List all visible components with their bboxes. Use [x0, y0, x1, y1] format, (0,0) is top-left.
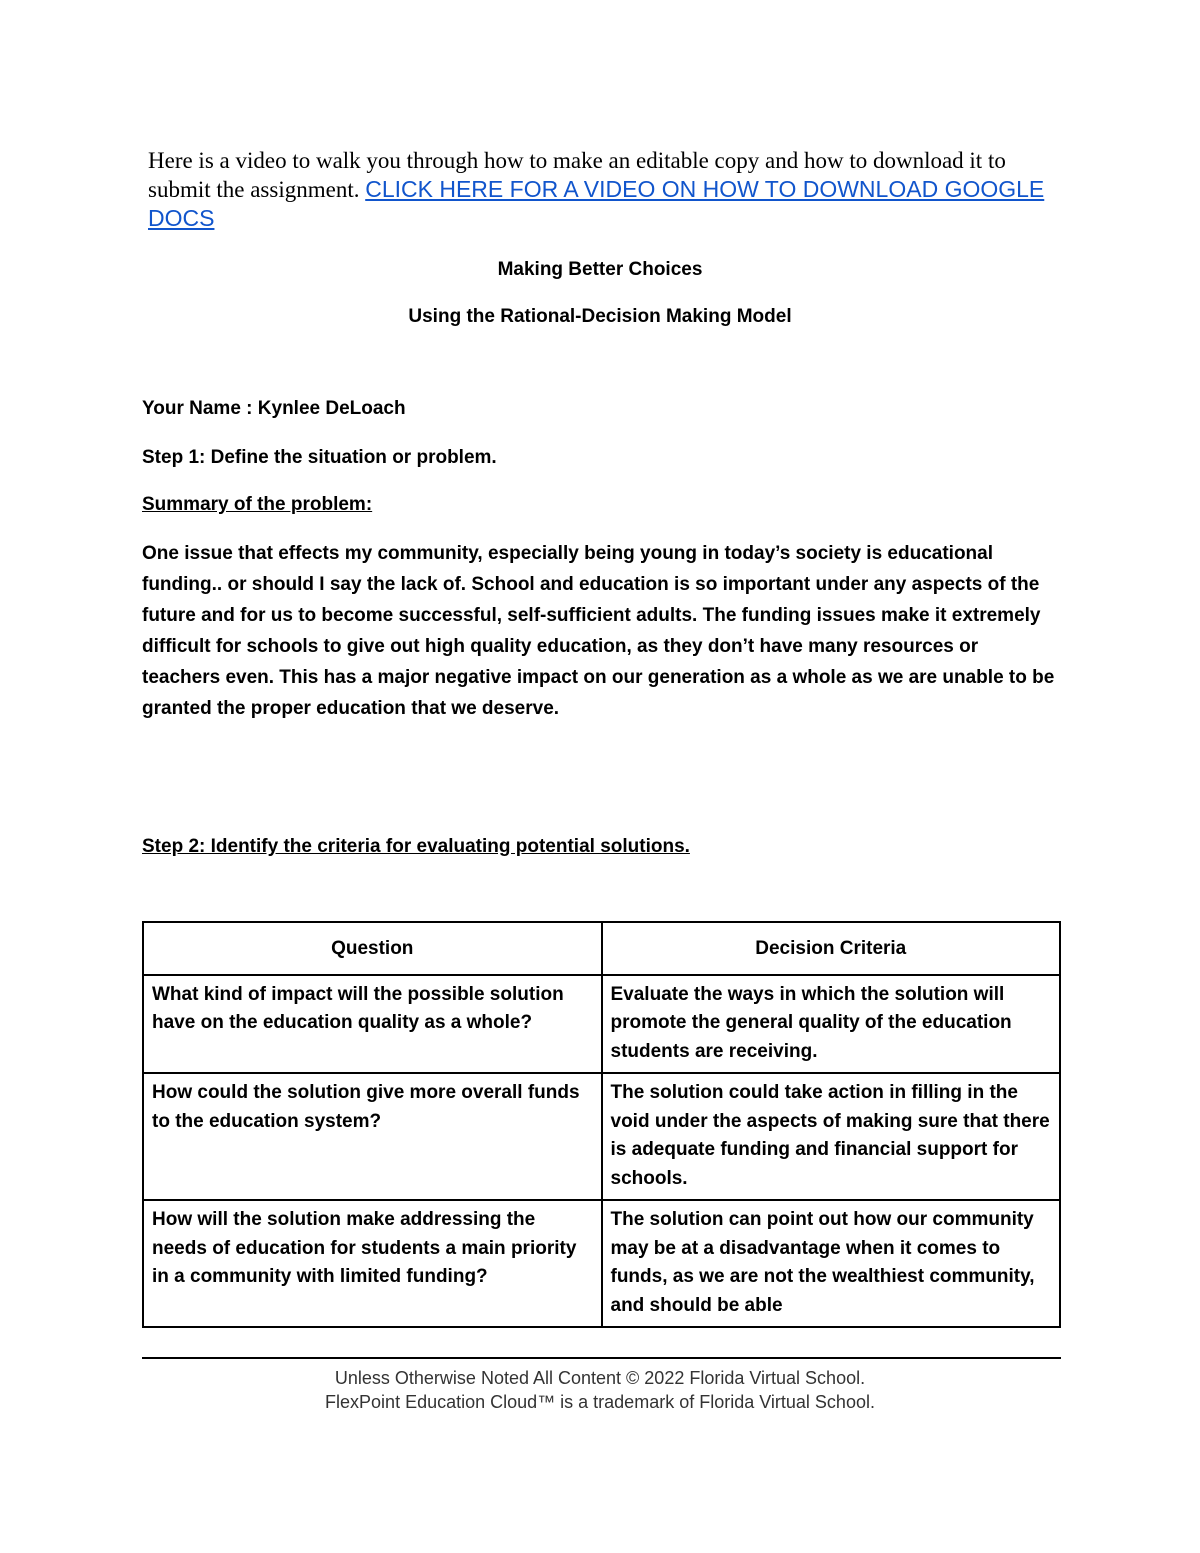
page-break-divider — [142, 1357, 1061, 1359]
table-row — [143, 975, 1060, 1074]
step1-heading: Step 1: Define the situation or problem. — [142, 447, 497, 468]
question-cell: What kind of impact will the possible solution have on the education quality as a whole? — [143, 975, 602, 1074]
trademark-line: FlexPoint Education Cloud™ is a trademark of Florida Virtual School. — [325, 1392, 875, 1412]
criteria-table — [142, 921, 1061, 1328]
criteria-cell: Evaluate the ways in which the solution will promote the general quality of the education students are receiving. — [602, 975, 1061, 1074]
copyright-line: Unless Otherwise Noted All Content © 2022 Florida Virtual School. — [334, 1368, 866, 1388]
question-cell: How will the solution make addressing the needs of education for students a main priority in a community with limited funding? — [143, 1200, 602, 1327]
video-link[interactable]: CLICK HERE FOR A VIDEO ON HOW TO DOWNLOAD GOOGLE DOCS — [148, 176, 1045, 231]
criteria-table-container — [140, 921, 1065, 1359]
criteria-cell: The solution could take action in filling in the void under the aspects of making sure that there is adequate funding and financial support for schools. — [602, 1073, 1061, 1200]
criteria-cell: The solution can point out how our community may be at a disadvantage when it comes to funds, as we are not the wealthiest community, and should be able — [602, 1200, 1061, 1327]
question-cell: How could the solution give more overall funds to the education system? — [143, 1073, 602, 1200]
header-question: Question — [143, 922, 602, 975]
table-row — [143, 1073, 1060, 1200]
header-decision-criteria: Decision Criteria — [602, 922, 1061, 975]
summary-heading: Summary of the problem: — [142, 494, 373, 515]
document-title: Making Better Choices — [497, 259, 703, 280]
summary-body: One issue that effects my community, especially being young in today’s society is educational funding.. or should I say the lack of. School and education is so important under any aspects of the future and for us to become successful, self-sufficient adults. The funding issues make it extremely difficult for schools to give out high quality education, as they don’t have many resources or teachers even. This has a major negative impact on our generation as a whole as we are unable to be granted the proper education that we deserve. — [142, 543, 1055, 719]
page-footer — [0, 1366, 1200, 1414]
document-subtitle: Using the Rational-Decision Making Model — [408, 306, 792, 327]
student-name: Your Name : Kynlee DeLoach — [142, 398, 406, 419]
intro-paragraph — [148, 146, 1048, 233]
table-row — [143, 1200, 1060, 1327]
table-header-row — [143, 922, 1060, 975]
intro-text: Here is a video to walk you through how to make an editable copy and how to download it to submit the assignment. — [148, 148, 1006, 202]
step2-heading: Step 2: Identify the criteria for evaluating potential solutions. — [142, 836, 690, 857]
